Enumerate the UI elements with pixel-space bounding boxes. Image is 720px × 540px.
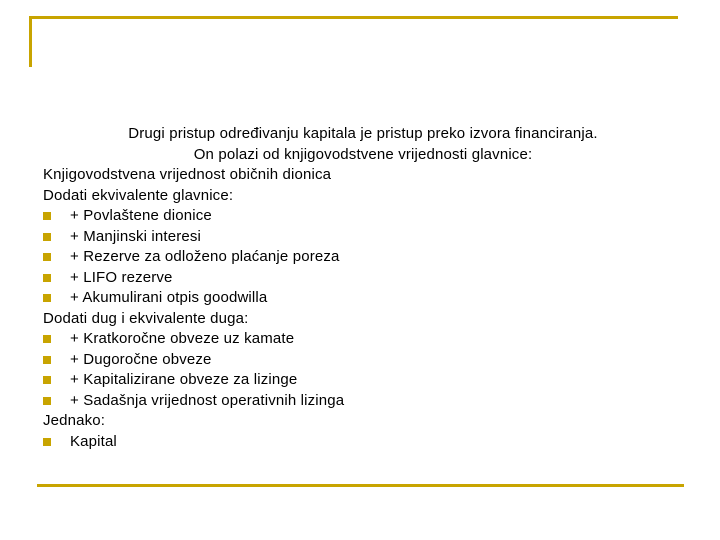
list-item-label: + Rezerve za odloženo plaćanje poreza xyxy=(70,248,340,265)
list-item xyxy=(43,268,683,289)
list-item xyxy=(43,206,683,227)
list-item xyxy=(43,391,683,412)
list-item xyxy=(43,288,683,309)
list-item xyxy=(43,350,683,371)
list-item-label: + Kapitalizirane obveze za lizinge xyxy=(70,371,298,388)
intro-line-2: On polazi od knjigovodstvene vrijednosti glavnice: xyxy=(193,145,533,163)
square-bullet-icon xyxy=(43,335,51,343)
book-value-line: Knjigovodstvena vrijednost običnih dionica xyxy=(43,166,332,183)
square-bullet-icon xyxy=(43,253,51,261)
list-item-label: + Povlaštene dionice xyxy=(70,207,212,224)
square-bullet-icon xyxy=(43,376,51,384)
square-bullet-icon xyxy=(43,233,51,241)
square-bullet-icon xyxy=(43,397,51,405)
list-item-label: + Akumulirani otpis goodwilla xyxy=(70,289,268,306)
list-item-label: + Sadašnja vrijednost operativnih lizinga xyxy=(70,391,345,409)
list-item-label: Kapital xyxy=(70,432,117,450)
add-equity-heading: Dodati ekvivalente glavnice: xyxy=(43,186,234,204)
square-bullet-icon xyxy=(43,294,51,302)
list-item xyxy=(43,432,683,453)
square-bullet-icon xyxy=(43,212,51,220)
frame-bottom-rule xyxy=(37,484,684,487)
square-bullet-icon xyxy=(43,356,51,364)
frame-top-rule xyxy=(29,16,678,19)
add-debt-heading: Dodati dug i ekvivalente duga: xyxy=(43,309,249,327)
square-bullet-icon xyxy=(43,274,51,282)
intro-line-1: Drugi pristup određivanju kapitala je pristup preko izvora financiranja. xyxy=(128,125,598,142)
equals-heading: Jednako: xyxy=(43,412,106,429)
square-bullet-icon xyxy=(43,438,51,446)
list-item-label: + Manjinski interesi xyxy=(70,227,201,245)
list-item xyxy=(43,227,683,248)
list-item-label: + LIFO rezerve xyxy=(70,268,173,286)
list-item-label: + Kratkoročne obveze uz kamate xyxy=(70,330,295,347)
list-item-label: + Dugoročne obveze xyxy=(70,350,212,368)
list-item xyxy=(43,370,683,391)
list-item xyxy=(43,247,683,268)
frame-left-rule xyxy=(29,16,32,67)
slide-body xyxy=(43,124,683,452)
list-item xyxy=(43,329,683,350)
